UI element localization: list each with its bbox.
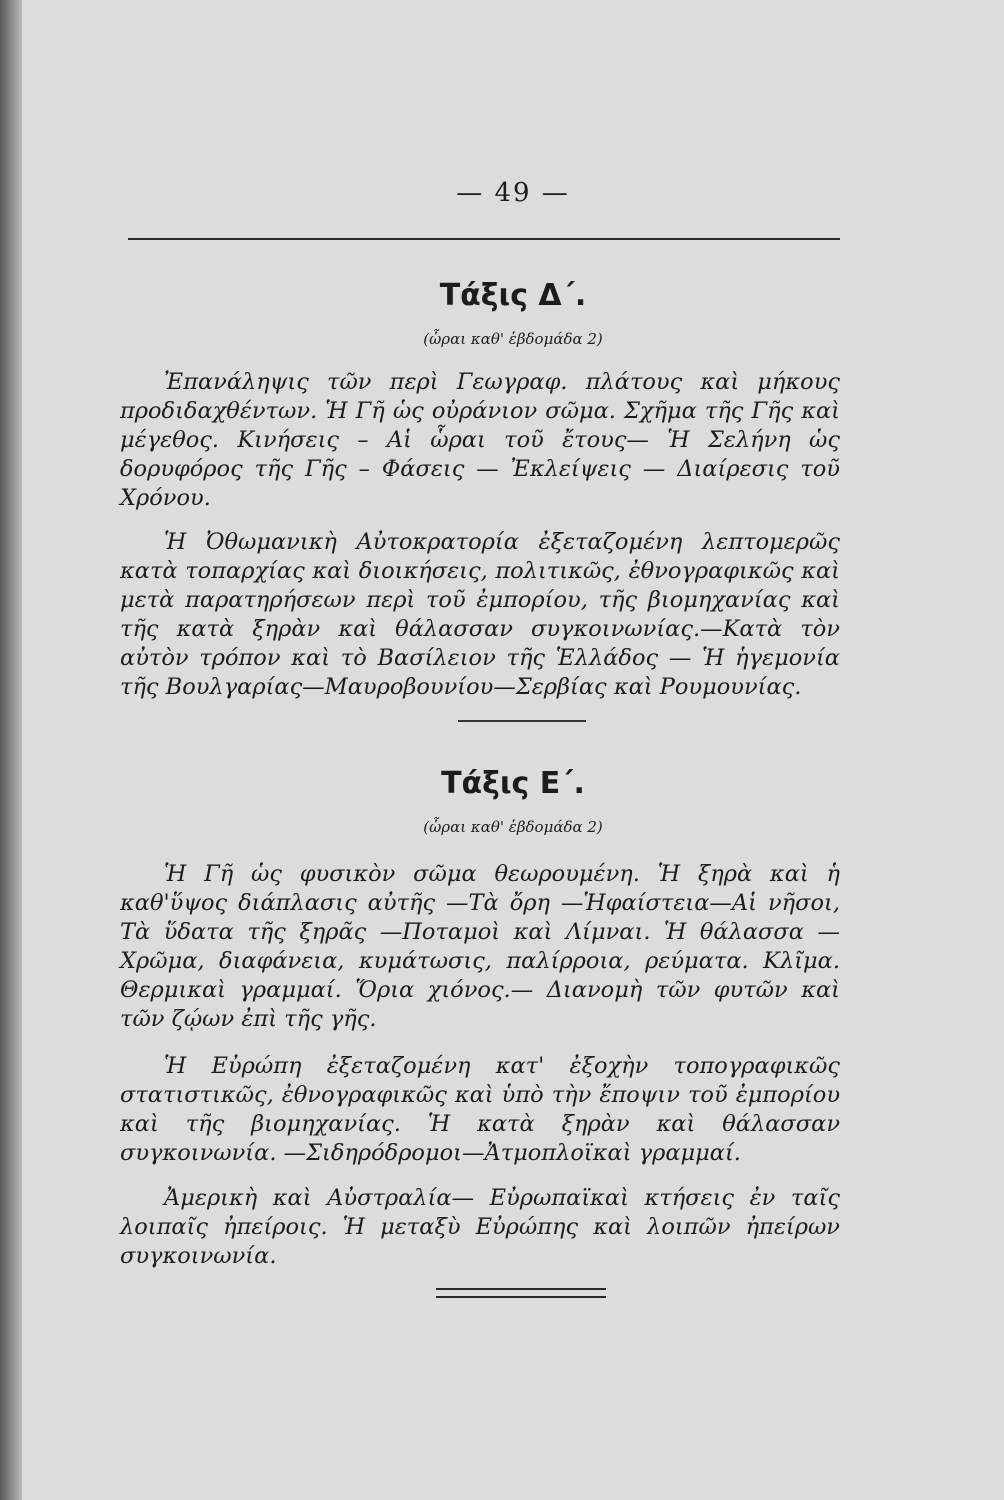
paragraph-class-d-1: Ἐπανάληψις τῶν περὶ Γεωγραφ. πλάτους καὶ μήκους προδιδαχθέντων. Ἡ Γῆ ὡς οὐράνιον σῶμα. Σχῆμα τῆς Γῆς καὶ μέγεθος. Κινήσεις – Αἱ ὧραι τοῦ ἔτους— Ἡ Σελήνη ὡς δορυφόρος τῆς Γῆς – Φάσεις — Ἐκλείψεις — Διαίρεσις τοῦ Χρόνου. xyxy=(120,369,840,511)
paragraph-class-e-3: Ἀμερικὴ καὶ Αὐστραλία— Εὐρωπαϊκαὶ κτήσεις ἐν ταῖς λοιπαῖς ἠπείροις. Ἡ μεταξὺ Εὐρώπης καὶ λοιπῶν ἠπείρων συγκοινωνία. xyxy=(120,1185,840,1269)
section-heading-class-e: Τάξις Ε΄. xyxy=(441,766,585,801)
end-double-rule-bottom xyxy=(436,1296,606,1298)
book-spine-shadow xyxy=(0,0,22,1500)
section-heading-class-d: Τάξις Δ΄. xyxy=(439,278,587,313)
section-hours-class-e: (ὧραι καθ' ἑβδομάδα 2) xyxy=(423,818,603,836)
book-page xyxy=(22,0,1004,1500)
header-rule xyxy=(128,238,840,240)
paragraph-class-e-2: Ἡ Εὐρώπη ἐξεταζομένη κατ' ἐξοχὴν τοπογραφικῶς στατιστικῶς, ἐθνογραφικῶς καὶ ὑπὸ τὴν ἔποψιν τοῦ ἐμπορίου καὶ τῆς βιομηχανίας. Ἡ κατὰ ξηρὰν καὶ θάλασσαν συγκοινωνία. —Σιδηρόδρομοι—Ἀτμοπλοϊκαὶ γραμμαί. xyxy=(120,1053,840,1166)
paragraph-class-e-1: Ἡ Γῆ ὡς φυσικὸν σῶμα θεωρουμένη. Ἡ ξηρὰ καὶ ἡ καθ'ὕψος διάπλασις αὐτῆς —Τὰ ὄρη —Ἡφαίστεια—Αἱ νῆσοι, Τὰ ὕδατα τῆς ξηρᾶς —Ποταμοὶ καὶ Λίμναι. Ἡ θάλασσα — Χρῶμα, διαφάνεια, κυμάτωσις, παλίρροια, ρεύματα. Κλῖμα. Θερμικαὶ γραμμαί. Ὅρια χιόνος.— Διανομὴ τῶν φυτῶν καὶ τῶν ζῴων ἐπὶ τῆς γῆς. xyxy=(120,861,840,1032)
end-double-rule-top xyxy=(436,1288,606,1290)
paragraph-class-d-2: Ἡ Ὀθωμανικὴ Αὐτοκρατορία ἐξεταζομένη λεπτομερῶς κατὰ τοπαρχίας καὶ διοικήσεις, πολιτικῶς, ἐθνογραφικῶς καὶ μετὰ παρατηρήσεων περὶ τοῦ ἐμπορίου, τῆς βιομηχανίας καὶ τῆς κατὰ ξηρὰν καὶ θάλασσαν συγκοινωνίας.—Κατὰ τὸν αὐτὸν τρόπον καὶ τὸ Βασίλειον τῆς Ἑλλάδος — Ἡ ἡγεμονία τῆς Βουλγαρίας—Μαυροβουνίου—Σερβίας καὶ Ρουμουνίας. xyxy=(120,529,840,700)
page-number: — 49 — xyxy=(456,178,570,208)
section-divider xyxy=(458,720,586,722)
section-hours-class-d: (ὧραι καθ' ἑβδομάδα 2) xyxy=(423,330,603,348)
